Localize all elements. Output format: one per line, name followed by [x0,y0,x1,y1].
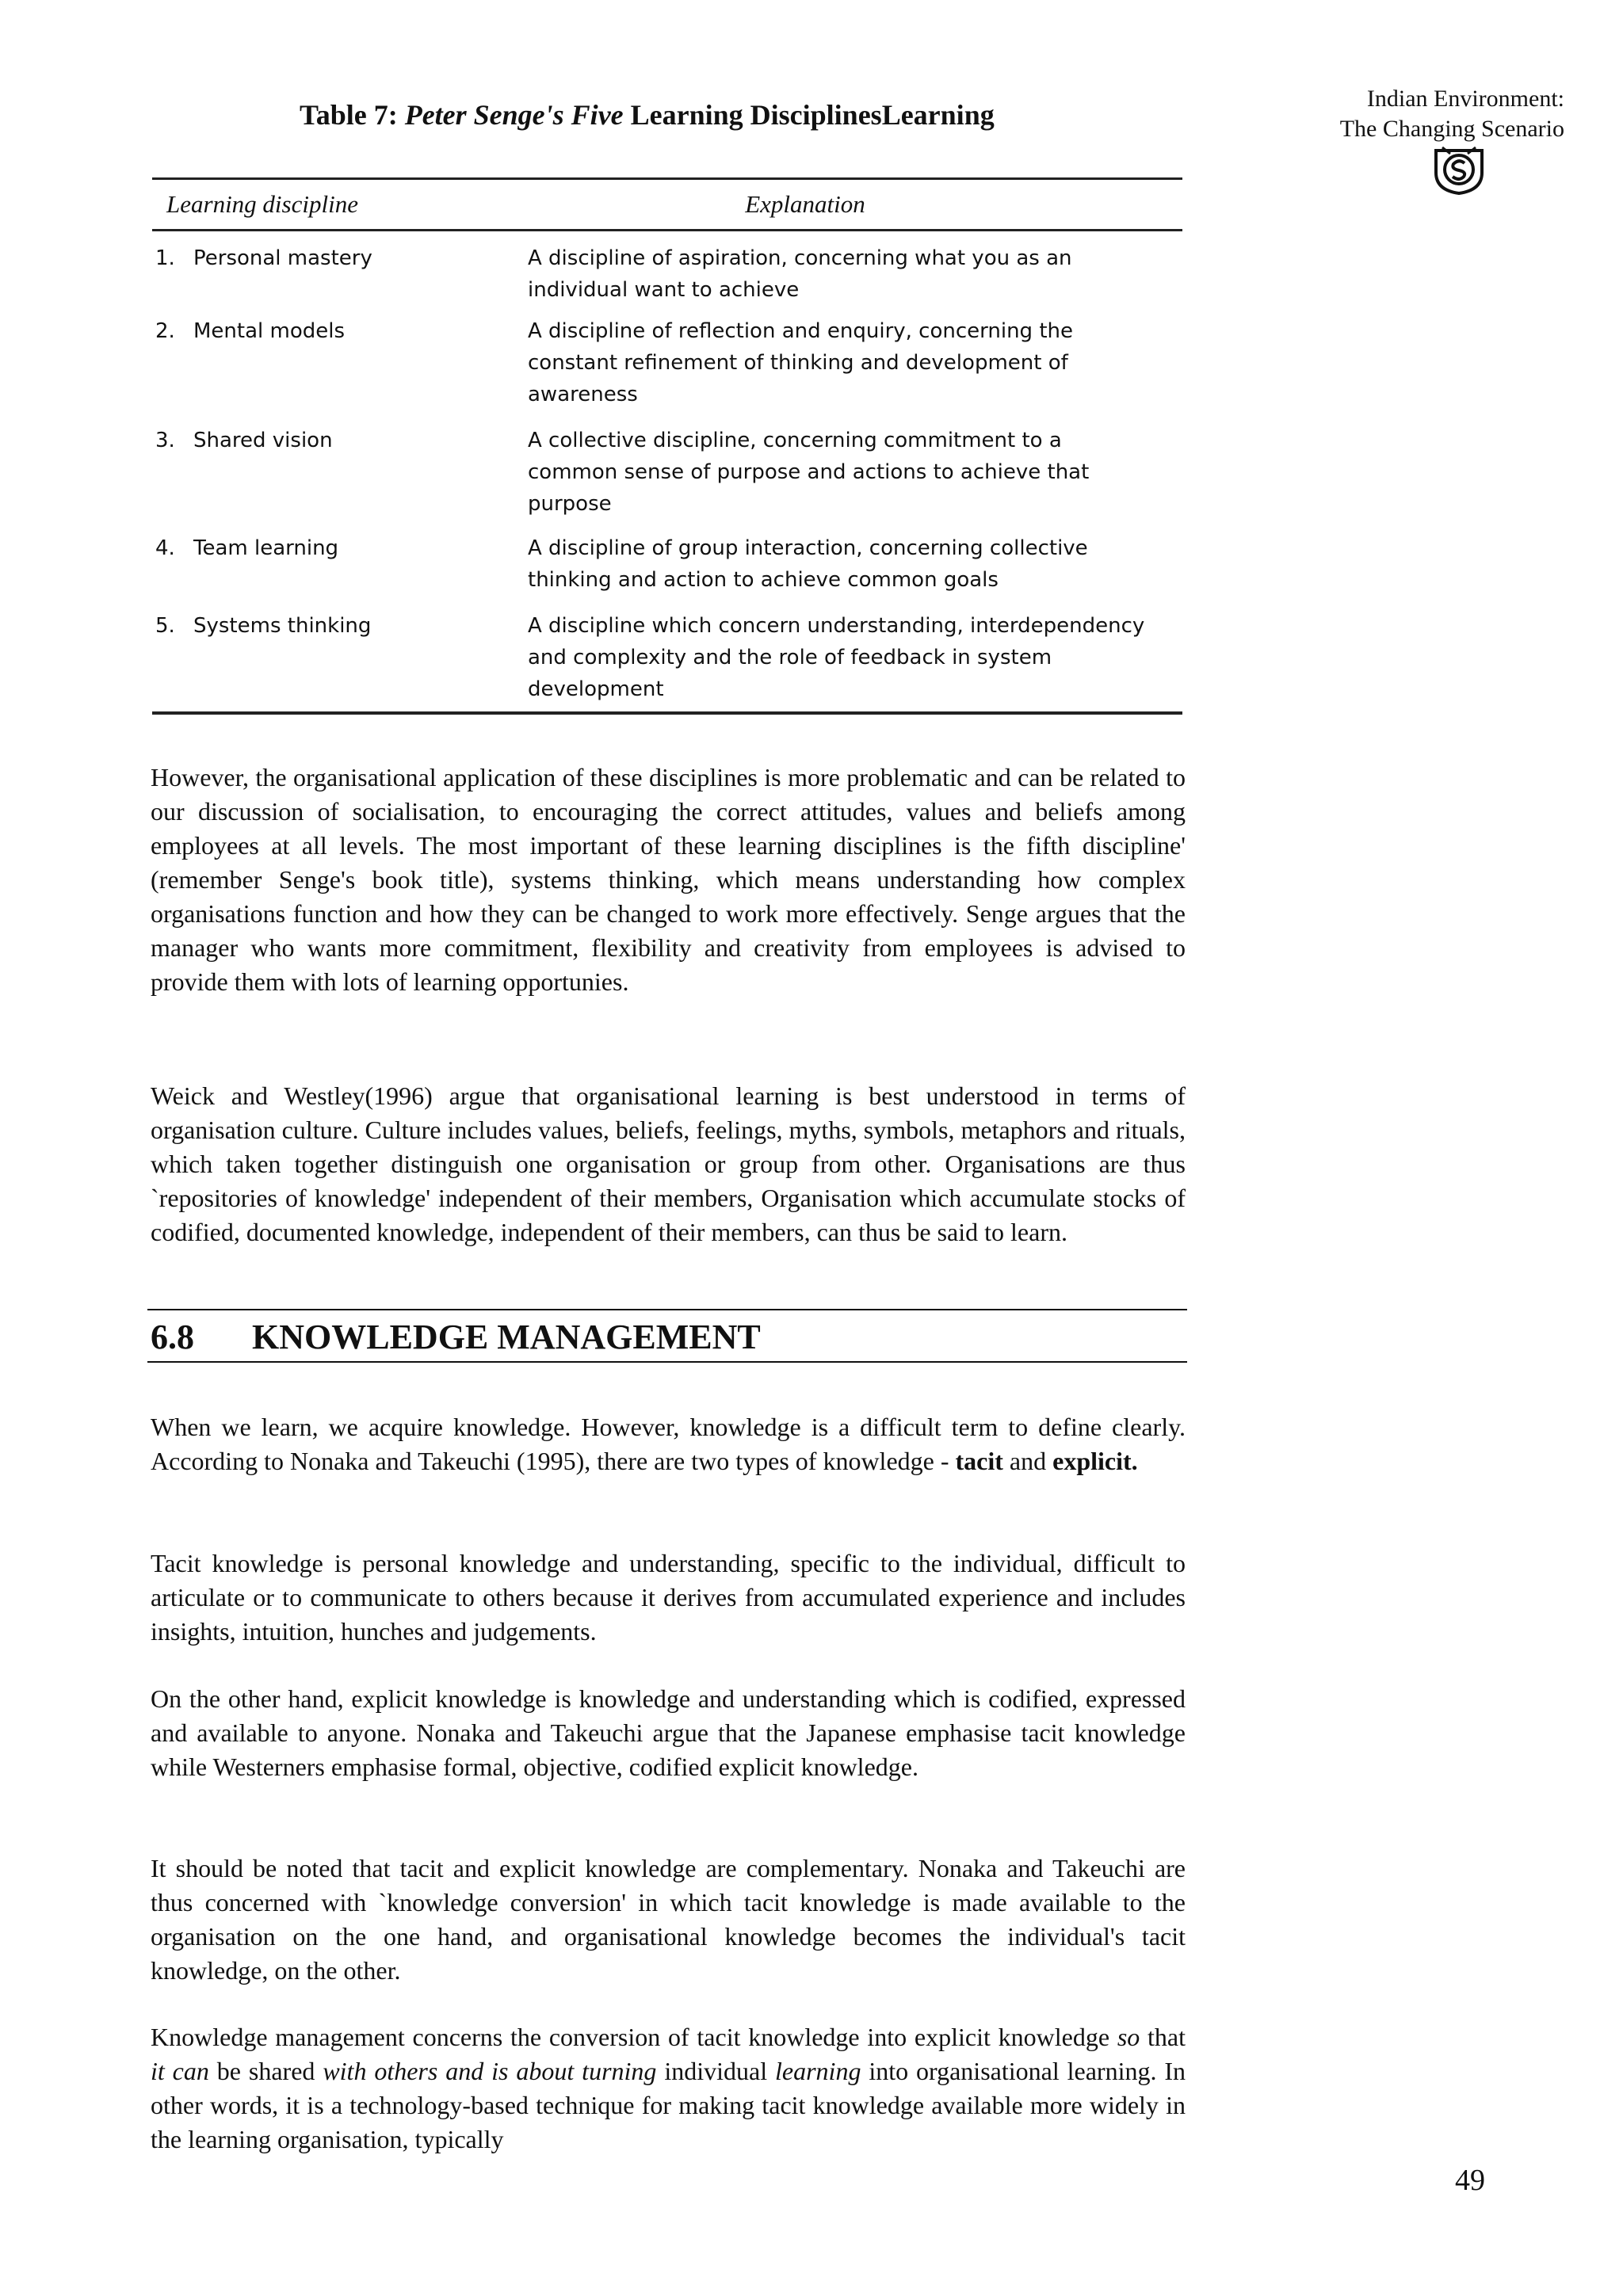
text-run: that [1140,2023,1186,2051]
section-rule-top [147,1309,1187,1310]
table-caption-suffix: Learning DisciplinesLearning [630,99,995,131]
row-explanation-line: and complexity and the role of feedback in system [528,646,1052,669]
section-heading [151,1317,761,1357]
paragraph-knowledge-management [151,2020,1186,2157]
table-caption-prefix: Table 7: [300,99,398,131]
row-explanation-line: development [528,677,664,701]
table-row [152,532,1182,610]
paragraph-senge-application: However, the organisational application of these disciplines is more problematic and can be related to our discussion of socialisation, to encouraging the correct attitudes, values and beliefs among employees at all levels. The most important of these learning disciplines is the fifth discipline' (remember Senge's book title), systems thinking, which means understanding how complex organisations function and how they can be changed to work more effectively. Senge argues that the manager who wants more commitment, flexibility and creativity from employees is advised to provide them with lots of learning opportunies. [151,763,1186,996]
row-explanation-line: A collective discipline, concerning commitment to a [528,429,1062,452]
table-caption-italic: Peter Senge's Five [404,99,624,131]
row-explanation-line: awareness [528,383,638,406]
term-explicit: explicit. [1052,1447,1138,1475]
page-number: 49 [1455,2164,1485,2197]
row-number: 3. [155,429,175,452]
row-number: 5. [155,614,175,638]
table-header-rule [152,229,1182,231]
paragraph-weick-westley: Weick and Westley(1996) argue that organisational learning is best understood in terms of organisation culture. Culture includes values, beliefs, feelings, myths, symbols, metaphors and rituals, which taken together distinguish one organisation or group from other. Organisations are thus `repositories of knowledge' independent of their members, Organisation which accumulate stocks of codified, documented knowledge, independent of their members, can thus be said to learn. [151,1081,1186,1246]
running-header [1279,84,1564,144]
table-bottom-rule [152,711,1182,715]
text-run: be shared [208,2057,323,2085]
row-explanation-line: A discipline which concern understanding, interdependency [528,614,1145,638]
row-explanation-line: A discipline of reflection and enquiry, concerning the [528,319,1073,343]
text-run-italic: so [1117,2023,1140,2051]
table-header-row [152,180,1182,229]
section-number: 6.8 [151,1318,194,1356]
text-run: into organisational learning. In other words, it is a technology-based technique for making tacit knowledge available more widely in the learning organisation, typically [151,2057,1186,2153]
paragraph-knowledge-types [151,1410,1186,1478]
term-tacit: tacit [955,1447,1003,1475]
table-caption [300,98,995,132]
text-run: Knowledge management concerns the conversion of tacit knowledge into explicit knowledge [151,2023,1117,2051]
row-explanation-line: common sense of purpose and actions to achieve that [528,460,1090,484]
row-explanation-line: A discipline of group interaction, concerning collective [528,536,1088,560]
row-explanation-line: thinking and action to achieve common goals [528,568,999,592]
table-row [152,425,1182,532]
row-number: 1. [155,246,175,270]
column-header-explanation: Explanation [745,190,865,218]
text-run: individual [656,2057,775,2085]
row-discipline: Shared vision [193,429,333,452]
row-explanation-line: individual want to achieve [528,278,800,302]
institution-emblem-icon [1431,143,1487,195]
paragraph-tacit-knowledge: Tacit knowledge is personal knowledge and understanding, specific to the individual, difficult to articulate or to communicate to others because it derives from accumulated experience and includes insights, intuition, hunches and judgements. [151,1549,1186,1646]
row-explanation-line: A discipline of aspiration, concerning what you as an [528,246,1072,270]
learning-disciplines-table [152,177,1182,715]
paragraph-knowledge-conversion: It should be noted that tacit and explicit knowledge are complementary. Nonaka and Takeuchi are thus concerned with `knowledge conversion' in which tacit knowledge is made available to the organisation on the one hand, and organisational knowledge becomes the individual's tacit knowledge, on the other. [151,1854,1186,1985]
text-run: When we learn, we acquire knowledge. However, knowledge is a difficult term to define clearly. According to Nonaka and Takeuchi (1995), there are two types of knowledge - [151,1413,1186,1475]
row-number: 4. [155,536,175,560]
table-row [152,315,1182,425]
row-explanation-line: purpose [528,492,612,516]
running-header-line1: Indian Environment: [1366,86,1564,112]
section-title: KNOWLEDGE MANAGEMENT [252,1318,761,1356]
text-run-italic: it can [151,2057,209,2085]
row-number: 2. [155,319,175,343]
table-row [152,242,1182,315]
row-discipline: Team learning [193,536,339,560]
row-explanation-line: constant refinement of thinking and development of [528,351,1068,375]
paragraph-explicit-knowledge: On the other hand, explicit knowledge is knowledge and understanding which is codified, expressed and available to anyone. Nonaka and Takeuchi argue that the Japanese emphasise tacit knowledge while Westerners emphasise formal, objective, codified explicit knowledge. [151,1684,1186,1781]
section-rule-bottom [147,1361,1187,1363]
text-run: and [1002,1447,1053,1475]
row-discipline: Personal mastery [193,246,372,270]
table-row [152,610,1182,711]
row-discipline: Mental models [193,319,346,343]
text-run-italic: learning [775,2057,861,2085]
running-header-line2: The Changing Scenario [1339,116,1564,142]
text-run-italic: with others and is about turning [323,2057,657,2085]
row-discipline: Systems thinking [193,614,372,638]
column-header-discipline: Learning discipline [166,190,358,218]
